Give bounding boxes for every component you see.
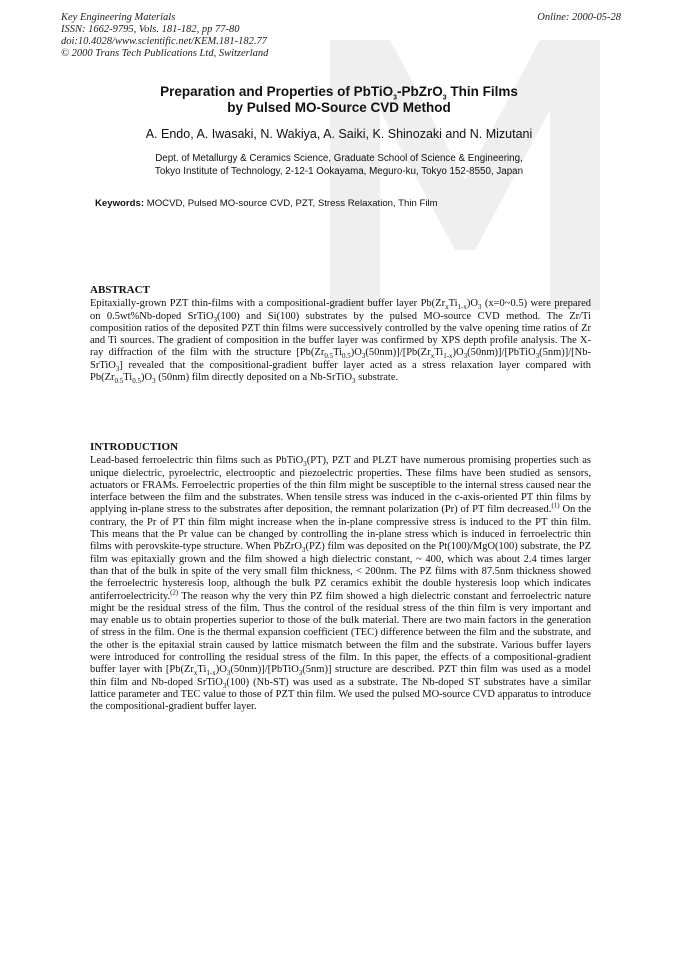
keywords-label: Keywords: — [95, 198, 145, 209]
online-date: Online: 2000-05-28 — [537, 12, 621, 23]
author-list: A. Endo, A. Iwasaki, N. Wakiya, A. Saiki, K. Shinozaki and N. Mizutani — [145, 127, 533, 141]
paper-title: Preparation and Properties of PbTiO$_3$-PbZrO$_3$ Thin Films by Pulsed MO-Source CVD Method — [160, 84, 518, 115]
affiliation: Dept. of Metallurgy & Ceramics Science, Graduate School of Science & Engineering, Tokyo Institute of Technology, 2-12-1 Ookayama, Meguro-ku, Tokyo 152-8550, Japan — [154, 153, 524, 177]
keywords-text: MOCVD, Pulsed MO-source CVD, PZT, Stress Relaxation, Thin Film — [144, 198, 438, 209]
introduction-heading: INTRODUCTION — [90, 441, 179, 453]
introduction-text: Lead-based ferroelectric thin films such as PbTiO$_3$(PT), PZT and PLZT have numerous promising properties such as unique dielectric, pyroelectric, electrooptic and piezoelectric properties. These films have been studied as sensors, actuators or FRAMs. Ferroelectric properties of the thin film might be susceptible to the internal stress caused near the interface between the film and the substrates. When tensile stress was induced in the c-axis-oriented PT thin films by applying in-plane stress to the substrates after deposition, the remnant polarization (Pr) of PT film decreased.$^{(1)}$ On the contrary, the Pr of PT thin film might increase when the in-plane compressive stress is induced to the PT thin film. This means that the Pr value can be changed by controlling the in-plane stress which is induced in ferroelectric thin films with perovskite-type structure. When PbZrO$_3$(PZ) film was deposited on the Pt(100)/MgO(100) substrate, the PZ film was epitaxially grown and the film showed a high dielectric constant, ~ 400, which was about 2.4 times larger than that of the bulk in spite of the very small film thickness, < 200nm. The PZ films with 87.5nm thickness showed the ferroelectric hysteresis loop, although the bulk PZ ceramics exhibit the double hysteresis loop which indicates antiferroelectricity.$^{(2)}$ The reason why the very thin PZ film showed a high dielectric constant and ferroelectric nature might be the residual stress of the film. Thus the control of the residual stress of the thin film is very important and may enable us to obtain properties superior to those of the bulk material. There are two main factors in the generation of stress in the film. One is the thermal expansion coefficient (TEC) difference between the film and the substrate, and the other is the epitaxial strain caused by lattice mismatch between the film and the substrate. Various buffer layers were introduced for controlling the residual stress of the film. In this paper, the effects of a compositional-gradient buffer layer with $[Pb(Zr_xTi_{1-x})O_3(50nm)]/[PbTiO_3(5nm)]$ structure are described. PZT thin film was used as a model thin film and Nb-doped SrTiO$_3$(100) (Nb-ST) was used as a substrate. The Nb-doped ST substrates have a similar lattice parameter and TEC value to those of PZT thin film. We used the pulsed MO-source CVD apparatus to introduce the compositional-gradient buffer layer. — [90, 455, 592, 713]
introduction-section — [90, 441, 591, 714]
journal-name: Key Engineering Materials — [61, 12, 176, 23]
copyright-line: © 2000 Trans Tech Publications Ltd, Switzerland — [61, 48, 269, 59]
abstract-section — [90, 284, 591, 384]
issn-line: ISSN: 1662-9795, Vols. 181-182, pp 77-80 — [61, 24, 240, 35]
abstract-text: Epitaxially-grown PZT thin-films with a compositional-gradient buffer layer $Pb(Zr_xTi_{1-x})O_3$ (x=0~0.5) were prepared on 0.5wt%Nb-doped SrTiO$_3$(100) and Si(100) substrates by the pulsed MO-source CVD method. The Zr/Ti composition ratios of the deposited PZT thin films were successively controlled by the valve opening time ratios of Zr and Ti sources. The gradient of composition in the buffer layer was confirmed by XPS depth profile analysis. The X-ray diffraction of the film with the structure $[Pb(Zr_{0.5}Ti_{0.5})O_3(50nm)]/[Pb(Zr_xTi_{1-x})O_3(50nm)]/[PbTiO_3(5nm)]/[Nb-SrTiO_3]$ revealed that the compositional-gradient buffer layer acted as a stress relaxation layer compared with $Pb(Zr_{0.5}Ti_{0.5})O_3$ (50nm) film directly deposited on a Nb-SrTiO$_3$ substrate. — [90, 298, 591, 386]
journal-header — [61, 12, 621, 60]
keywords — [95, 198, 595, 209]
abstract-heading: ABSTRACT — [90, 284, 150, 296]
doi-line: doi:10.4028/www.scientific.net/KEM.181-182.77 — [61, 36, 267, 47]
